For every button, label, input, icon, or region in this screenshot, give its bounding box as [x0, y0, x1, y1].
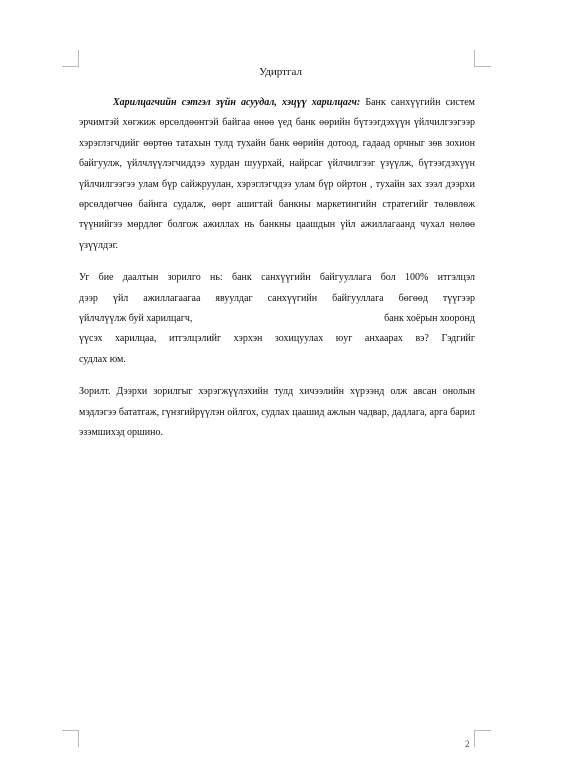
paragraph-text: Банк санхүүгийн систем эрчимтэй хөгжиж өрсөлдөөнтэй байгаа өнөө үед банк өөрийн бүтээгдэхүүн үйлчилгээгээр хэрэглэгчдийг өөртөө татахын тулд тухайн банк өөрийн дотоод, гадаад орчныг зөв зохион байгуулж, үйлчлүүлэгчиддээ хурдан шуурхай, найрсаг үйлчилгээг үзүүлж, бүтээгдэхүүн үйлчилгээгээ улам бүр сайжруулан, хэрэглэгчдээ улам бүр ойртон , тухайн зах зээл дээрхи өрсөлдөгчөө байнга судалж, өөрт ашигтай банкны маркетингийн стратегийг төлөвлөж түүнийгээ мөрдлөг болгож ажиллах нь банкны цаашдын үйл ажиллагаанд чухал нөлөө үзүүлдэг. [79, 97, 475, 251]
margin-mark-top-left [62, 50, 79, 67]
paragraph-introduction [79, 93, 475, 256]
text-line [79, 309, 475, 329]
paragraph-objective: Зорилт. Дээрхи зорилгыг хэрэгжүүлэхийн тулд хичээлийн хүрээнд олж авсан онолын мэдлэгээ бататгаж, гүнзгийрүүлэн ойлгох, судлах цаашид ажлын чадвар, дадлага, арга барил эзэмшихэд оршино. [79, 386, 475, 439]
margin-mark-bottom-right [474, 730, 491, 747]
text-line: судлах юм. [79, 353, 126, 365]
document-title: Удиртгал [259, 66, 302, 78]
margin-mark-top-right [474, 50, 491, 67]
paragraph-lead: Харилцагчийн сэтгэл зүйн асуудал, хэцүү харилцагч: [113, 97, 361, 108]
paragraph-purpose [79, 268, 475, 370]
text-line: дээр үйл ажиллагаагаа явуулдаг санхүүгийн байгууллага бөгөөд түүгээр [79, 292, 475, 304]
page-number: 2 [465, 739, 470, 749]
margin-mark-bottom-left [62, 730, 79, 747]
text-line: үүсэх харилцаа, итгэлцэлийг хэрхэн зохицуулах юуг анхаарах вэ? Гэдгийг [79, 333, 475, 345]
text-fragment: үйлчлүүлж буй харилцагч, [79, 313, 193, 325]
text-line: Уг бие даалтын зорилго нь: банк санхүүгийн байгууллага бол 100% итгэлцэл [79, 272, 475, 284]
text-fragment: банк хоёрын хооронд [384, 313, 475, 325]
document-body [79, 93, 475, 456]
